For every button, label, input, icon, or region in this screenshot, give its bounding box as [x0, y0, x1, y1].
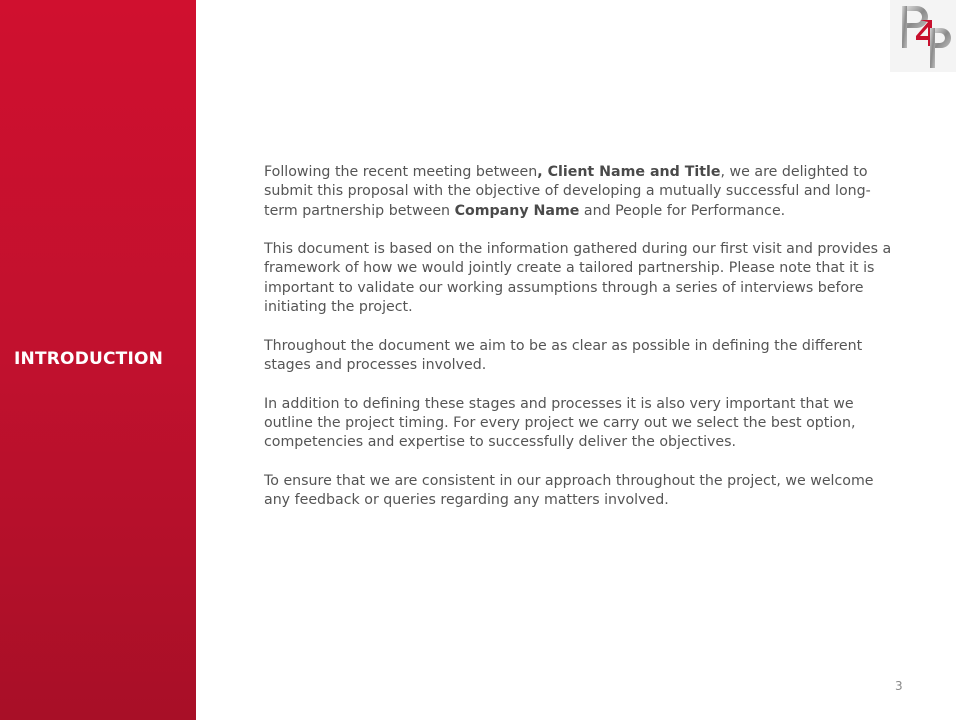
paragraph-1: Following the recent meeting between, Client Name and Title, we are delighted to submit this proposal with the objective of developing a mutually successful and long-term partnership between Company Name and People for Performance.: [264, 164, 871, 219]
company-name-placeholder: Company Name: [454, 202, 580, 219]
page-number: 3: [895, 679, 903, 693]
paragraph-3: Throughout the document we aim to be as clear as possible in defining the different stages and processes involved.: [264, 337, 863, 373]
sidebar: [0, 0, 196, 720]
client-name-placeholder: , Client Name and Title: [537, 164, 721, 180]
paragraph-4: In addition to defining these stages and processes it is also very important that we outline the project timing. For every project we carry out we select the best option, competencies and expertise to successfully deliver the objectives.: [264, 395, 856, 451]
p4p-logo: [890, 0, 956, 72]
introduction-body: [264, 163, 894, 530]
section-title: INTRODUCTION: [14, 349, 164, 369]
paragraph-5: To ensure that we are consistent in our approach throughout the project, we welcome any feedback or queries regarding any matters involved.: [264, 472, 874, 509]
logo-icon: [890, 0, 956, 72]
paragraph-2: This document is based on the information gathered during our first visit and provides a framework of how we would jointly create a tailored partnership. Please note that it is important to validate our working assumptions through a series of interviews before initiating the project.: [264, 241, 892, 316]
